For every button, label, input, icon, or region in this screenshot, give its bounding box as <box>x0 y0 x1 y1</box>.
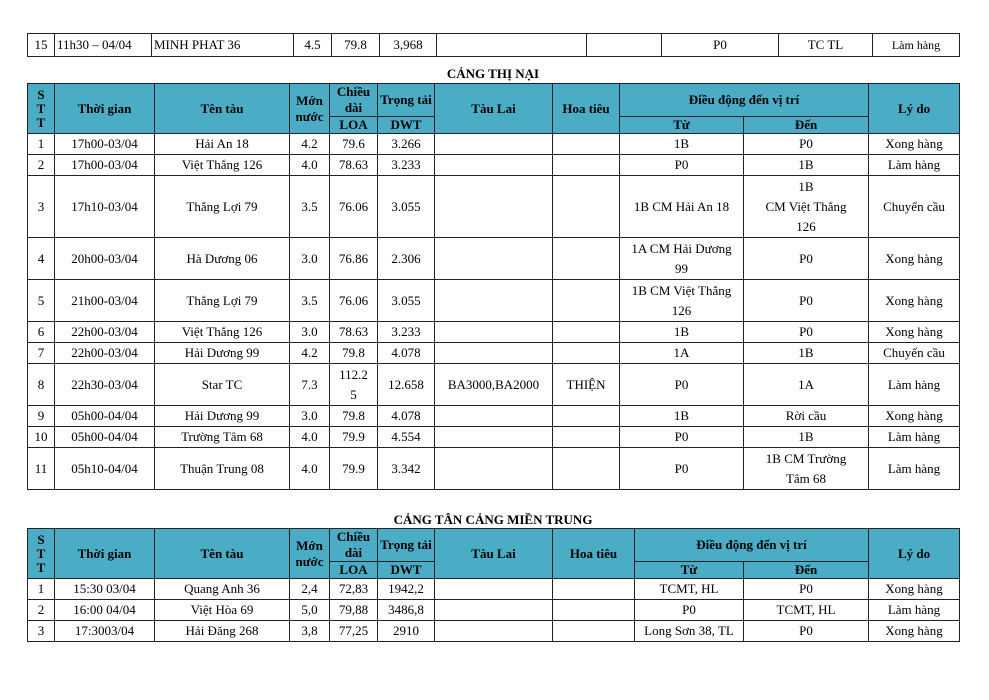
table-cell <box>435 579 553 600</box>
header-tug: Tàu Lai <box>435 529 553 579</box>
table-cell: Xong hàng <box>869 406 960 427</box>
table-cell <box>435 155 553 176</box>
table-cell: 15:30 03/04 <box>55 579 155 600</box>
table-cell: 21h00-03/04 <box>55 280 155 322</box>
table-cell: 5,0 <box>290 600 330 621</box>
table-row <box>28 600 960 621</box>
table-cell: P0 <box>635 600 744 621</box>
table-row <box>28 134 960 155</box>
table-cell: P0 <box>620 448 744 490</box>
table-cell <box>553 322 620 343</box>
table-cell: 78.63 <box>330 155 378 176</box>
table-cell <box>435 238 553 280</box>
table-cell: 1 <box>28 579 55 600</box>
table-cell: 3.233 <box>378 322 435 343</box>
header-loa: LOA <box>330 562 378 579</box>
table-cell: Xong hàng <box>869 280 960 322</box>
table-cell: 1B CM Việt Thắng 126 <box>744 176 869 238</box>
table-cell <box>553 600 635 621</box>
table-cell: Rời cầu <box>744 406 869 427</box>
thi-nai-table <box>27 83 960 490</box>
header-stt: S T T <box>28 84 55 134</box>
table-row <box>28 621 960 642</box>
header-stt: S T T <box>28 529 55 579</box>
table-cell: 7.3 <box>290 364 330 406</box>
table-cell: Hải An 18 <box>155 134 290 155</box>
table-row <box>28 238 960 280</box>
table-cell: Long Sơn 38, TL <box>635 621 744 642</box>
table-cell: P0 <box>620 155 744 176</box>
table-cell <box>553 155 620 176</box>
table-row <box>28 322 960 343</box>
table-cell: 4.5 <box>294 34 332 57</box>
table-cell: Hải Dương 99 <box>155 406 290 427</box>
table-cell: Xong hàng <box>869 322 960 343</box>
table-cell: 4 <box>28 238 55 280</box>
table-cell: MINH PHAT 36 <box>152 34 294 57</box>
table-cell: Việt Thắng 126 <box>155 322 290 343</box>
table-cell: 17:3003/04 <box>55 621 155 642</box>
table-cell <box>553 427 620 448</box>
table-cell <box>553 343 620 364</box>
header-ship-name: Tên tàu <box>155 84 290 134</box>
table-cell: 11 <box>28 448 55 490</box>
table-cell: 79.9 <box>330 427 378 448</box>
header-to: Đến <box>744 117 869 134</box>
table-cell: Thắng Lợi 79 <box>155 176 290 238</box>
table-cell: 79,88 <box>330 600 378 621</box>
table-cell <box>435 600 553 621</box>
table-cell: 4.078 <box>378 343 435 364</box>
table-cell <box>435 322 553 343</box>
table-cell <box>553 579 635 600</box>
table-cell: Xong hàng <box>869 621 960 642</box>
header-dwt: DWT <box>378 117 435 134</box>
table-cell: Làm hàng <box>869 364 960 406</box>
table-cell: 1942,2 <box>378 579 435 600</box>
table-cell: 3.5 <box>290 280 330 322</box>
table-cell: P0 <box>744 621 869 642</box>
table-cell <box>553 176 620 238</box>
table-cell: Hải Đăng 268 <box>155 621 290 642</box>
table-row <box>28 34 960 57</box>
table-cell <box>553 406 620 427</box>
table-cell: Xong hàng <box>869 238 960 280</box>
table-row <box>28 364 960 406</box>
header-reason: Lý do <box>869 84 960 134</box>
section-title: CẢNG THỊ NẠI <box>446 66 540 81</box>
table-cell: 79.8 <box>330 406 378 427</box>
table-cell: 3486,8 <box>378 600 435 621</box>
table-cell: 1A CM Hải Dương 99 <box>620 238 744 280</box>
table-cell: 3,968 <box>380 34 437 57</box>
table-cell: 1B CM Việt Thắng 126 <box>620 280 744 322</box>
table-cell: Làm hàng <box>873 34 960 57</box>
table-cell: 3,8 <box>290 621 330 642</box>
table-cell: 3.5 <box>290 176 330 238</box>
table-cell <box>435 280 553 322</box>
table-cell <box>435 427 553 448</box>
table-cell: 76.06 <box>330 176 378 238</box>
header-from: Từ <box>620 117 744 134</box>
table-row <box>28 427 960 448</box>
table-row <box>28 176 960 238</box>
header-time: Thời gian <box>55 84 155 134</box>
table-cell: P0 <box>620 427 744 448</box>
table-cell: 1B CM Hải An 18 <box>620 176 744 238</box>
table-cell: 2,4 <box>290 579 330 600</box>
table-cell: 76.06 <box>330 280 378 322</box>
table-cell: 79.6 <box>330 134 378 155</box>
table-cell: 05h00-04/04 <box>55 406 155 427</box>
table-cell: 4.2 <box>290 343 330 364</box>
table-cell <box>435 134 553 155</box>
table-row <box>28 448 960 490</box>
tan-cang-table <box>27 528 960 642</box>
table-cell: 1B <box>620 406 744 427</box>
table-cell: 17h10-03/04 <box>55 176 155 238</box>
table-cell: Chuyển cầu <box>869 176 960 238</box>
table-cell: 3.342 <box>378 448 435 490</box>
section-title: CẢNG TÂN CẢNG MIỀN TRUNG <box>393 512 593 527</box>
table-cell: 16:00 04/04 <box>55 600 155 621</box>
table-cell: Thắng Lợi 79 <box>155 280 290 322</box>
table-cell: 22h00-03/04 <box>55 322 155 343</box>
header-ship-name: Tên tàu <box>155 529 290 579</box>
table-cell: 8 <box>28 364 55 406</box>
previous-table-tail <box>27 33 960 57</box>
table-cell: 4.554 <box>378 427 435 448</box>
table-cell: 2 <box>28 155 55 176</box>
table-cell: Chuyển cầu <box>869 343 960 364</box>
table-cell: 79.8 <box>332 34 380 57</box>
table-cell: 5 <box>28 280 55 322</box>
table-cell: 12.658 <box>378 364 435 406</box>
table-row <box>28 155 960 176</box>
table-cell: Làm hàng <box>869 600 960 621</box>
table-cell: TCMT, HL <box>744 600 869 621</box>
table-row <box>28 343 960 364</box>
table-cell: 15 <box>28 34 55 57</box>
table-cell <box>435 621 553 642</box>
table-cell <box>553 448 620 490</box>
table-cell: Star TC <box>155 364 290 406</box>
table-cell: 2910 <box>378 621 435 642</box>
table-cell: 2.306 <box>378 238 435 280</box>
table-cell: 3.0 <box>290 406 330 427</box>
table-cell: 3.0 <box>290 322 330 343</box>
header-time: Thời gian <box>55 529 155 579</box>
table-cell: 4.0 <box>290 448 330 490</box>
table-cell: 1 <box>28 134 55 155</box>
table-cell <box>437 34 587 57</box>
header-dwt: DWT <box>378 562 435 579</box>
table-cell: 1B CM Trường Tâm 68 <box>744 448 869 490</box>
table-cell: THIỆN <box>553 364 620 406</box>
table-cell: 1B <box>620 134 744 155</box>
table-cell: 7 <box>28 343 55 364</box>
table-cell: 17h00-03/04 <box>55 155 155 176</box>
table-cell: P0 <box>744 579 869 600</box>
header-tonnage: Trọng tải <box>378 529 435 562</box>
table-cell: Làm hàng <box>869 448 960 490</box>
header-tug: Tàu Lai <box>435 84 553 134</box>
header-to: Đến <box>744 562 869 579</box>
table-cell: 1A <box>620 343 744 364</box>
table-cell: Việt Hòa 69 <box>155 600 290 621</box>
table-cell: 20h00-03/04 <box>55 238 155 280</box>
table-cell: 11h30 – 04/04 <box>55 34 152 57</box>
table-cell <box>553 238 620 280</box>
table-cell: 3.266 <box>378 134 435 155</box>
table-cell: 3.233 <box>378 155 435 176</box>
table-cell: 3 <box>28 176 55 238</box>
header-loa: LOA <box>330 117 378 134</box>
header-reason: Lý do <box>869 529 960 579</box>
table-cell: Làm hàng <box>869 155 960 176</box>
table-cell <box>553 621 635 642</box>
table-cell: 4.0 <box>290 155 330 176</box>
table-cell: 22h00-03/04 <box>55 343 155 364</box>
table-cell: P0 <box>662 34 779 57</box>
table-cell: Quang Anh 36 <box>155 579 290 600</box>
table-cell <box>435 176 553 238</box>
table-cell: P0 <box>620 364 744 406</box>
table-cell: 112.2 5 <box>330 364 378 406</box>
table-cell: Hải Dương 99 <box>155 343 290 364</box>
table-cell <box>435 406 553 427</box>
table-cell: Hà Dương 06 <box>155 238 290 280</box>
header-tonnage: Trọng tải <box>378 84 435 117</box>
header-length: Chiều dài <box>330 529 378 562</box>
table-cell: Thuận Trung 08 <box>155 448 290 490</box>
table-cell: Xong hàng <box>869 134 960 155</box>
table-cell: 2 <box>28 600 55 621</box>
table-cell: 4.078 <box>378 406 435 427</box>
header-from: Từ <box>635 562 744 579</box>
table-cell: Trường Tâm 68 <box>155 427 290 448</box>
table-row <box>28 579 960 600</box>
table-cell: 3.055 <box>378 280 435 322</box>
table-cell: 77,25 <box>330 621 378 642</box>
table-cell: 10 <box>28 427 55 448</box>
table-cell: P0 <box>744 134 869 155</box>
header-movement: Điều động đến vị trí <box>620 84 869 117</box>
table-cell: P0 <box>744 280 869 322</box>
header-length: Chiều dài <box>330 84 378 117</box>
table-cell: 22h30-03/04 <box>55 364 155 406</box>
table-cell: TCMT, HL <box>635 579 744 600</box>
table-cell: Làm hàng <box>869 427 960 448</box>
table-cell: 1B <box>744 427 869 448</box>
table-cell: 1B <box>620 322 744 343</box>
table-cell: 72,83 <box>330 579 378 600</box>
table-cell: 1B <box>744 155 869 176</box>
table-cell: 79.9 <box>330 448 378 490</box>
table-cell: P0 <box>744 322 869 343</box>
table-cell: 3.0 <box>290 238 330 280</box>
header-pilot: Hoa tiêu <box>553 529 635 579</box>
table-cell <box>553 134 620 155</box>
table-cell: Xong hàng <box>869 579 960 600</box>
table-row <box>28 280 960 322</box>
header-movement: Điều động đến vị trí <box>635 529 869 562</box>
table-cell: 79.8 <box>330 343 378 364</box>
table-cell: 1A <box>744 364 869 406</box>
table-cell: 4.0 <box>290 427 330 448</box>
table-cell: 78.63 <box>330 322 378 343</box>
table-cell: 4.2 <box>290 134 330 155</box>
table-cell: 3.055 <box>378 176 435 238</box>
table-cell: Việt Thắng 126 <box>155 155 290 176</box>
table-cell <box>435 448 553 490</box>
table-cell: 05h10-04/04 <box>55 448 155 490</box>
table-cell: 9 <box>28 406 55 427</box>
table-cell <box>587 34 662 57</box>
table-cell <box>553 280 620 322</box>
table-cell: 6 <box>28 322 55 343</box>
table-cell: 1B <box>744 343 869 364</box>
header-draft: Mớn nước <box>290 529 330 579</box>
header-pilot: Hoa tiêu <box>553 84 620 134</box>
table-cell: 76.86 <box>330 238 378 280</box>
table-row <box>28 406 960 427</box>
table-cell: 3 <box>28 621 55 642</box>
table-cell <box>435 343 553 364</box>
table-cell: BA3000,BA2000 <box>435 364 553 406</box>
table-cell: 05h00-04/04 <box>55 427 155 448</box>
table-cell: P0 <box>744 238 869 280</box>
header-draft: Mớn nước <box>290 84 330 134</box>
table-cell: TC TL <box>779 34 873 57</box>
table-cell: 17h00-03/04 <box>55 134 155 155</box>
